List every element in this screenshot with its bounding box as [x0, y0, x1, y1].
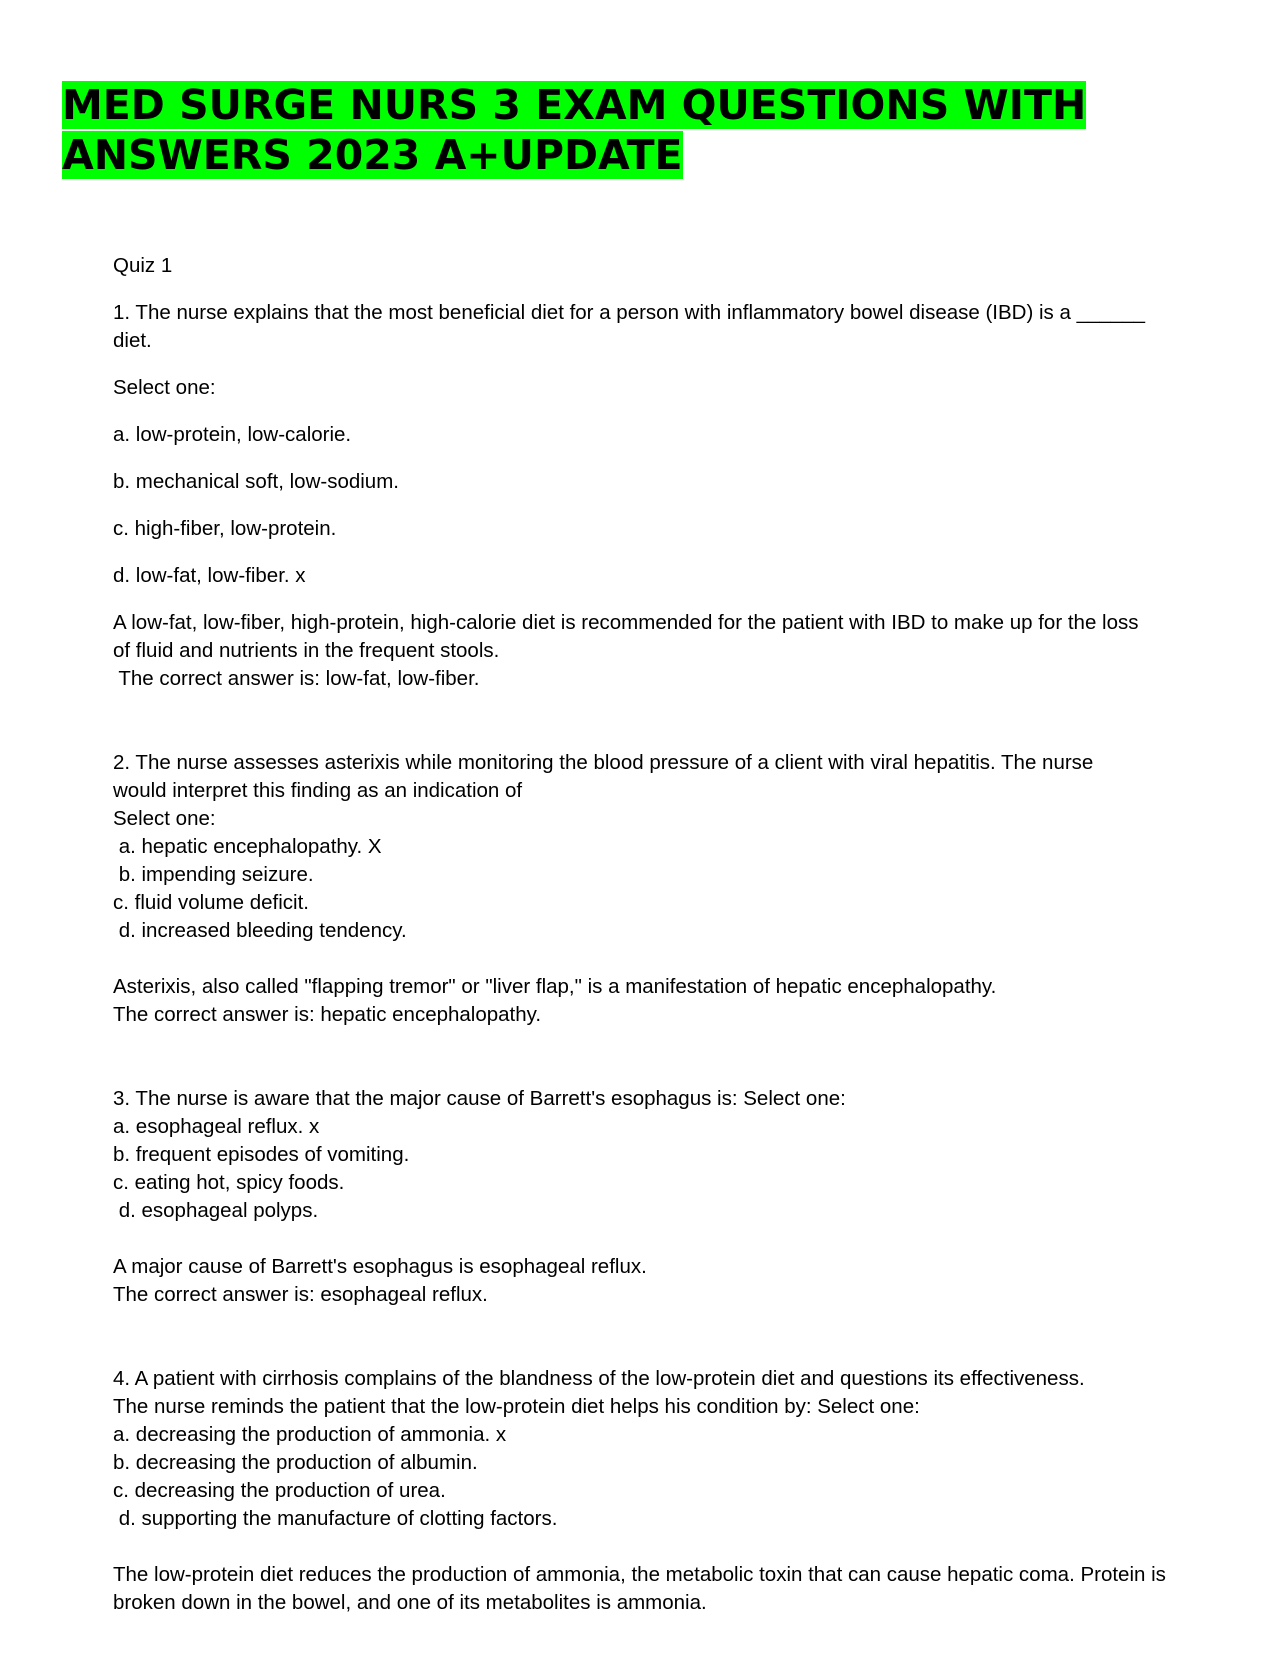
document-body	[113, 252, 1213, 1617]
answer-option: c. eating hot, spicy foods.	[113, 1171, 345, 1194]
question-1	[113, 299, 1213, 693]
question-stem: would interpret this finding as an indication of	[113, 779, 523, 802]
answer-option: d. esophageal polyps.	[113, 1199, 319, 1222]
correct-answer: The correct answer is: esophageal reflux.	[113, 1283, 488, 1306]
rationale: The low-protein diet reduces the production of ammonia, the metabolic toxin that can cause hepatic coma. Protein is	[113, 1563, 1166, 1586]
question-4	[113, 1365, 1213, 1617]
question-stem: 1. The nurse explains that the most beneficial diet for a person with inflammatory bowel disease (IBD) is a ______	[113, 301, 1145, 324]
answer-option: a. decreasing the production of ammonia. x	[113, 1423, 507, 1446]
answer-option: d. low-fat, low-fiber. x	[113, 564, 306, 587]
answer-option: c. fluid volume deficit.	[113, 891, 309, 914]
answer-option: a. low-protein, low-calorie.	[113, 423, 352, 446]
answer-option: b. frequent episodes of vomiting.	[113, 1143, 410, 1166]
answer-option: b. decreasing the production of albumin.	[113, 1451, 478, 1474]
rationale: of fluid and nutrients in the frequent stools.	[113, 639, 500, 662]
question-stem: 4. A patient with cirrhosis complains of the blandness of the low-protein diet and questions its effectiveness.	[113, 1367, 1085, 1390]
answer-option: a. hepatic encephalopathy. X	[113, 835, 382, 858]
rationale: Asterixis, also called "flapping tremor" or "liver flap," is a manifestation of hepatic encephalopathy.	[113, 975, 997, 998]
select-one-label: Select one:	[113, 807, 216, 830]
answer-option: c. high-fiber, low-protein.	[113, 517, 337, 540]
answer-option: a. esophageal reflux. x	[113, 1115, 320, 1138]
answer-option: c. decreasing the production of urea.	[113, 1479, 446, 1502]
title-line-1: MED SURGE NURS 3 EXAM QUESTIONS WITH	[62, 81, 1087, 129]
question-3	[113, 1085, 1213, 1309]
rationale: A low-fat, low-fiber, high-protein, high-calorie diet is recommended for the patient with IBD to make up for the loss	[113, 611, 1139, 634]
rationale: A major cause of Barrett's esophagus is esophageal reflux.	[113, 1255, 647, 1278]
question-stem: diet.	[113, 329, 152, 352]
question-stem: 2. The nurse assesses asterixis while monitoring the blood pressure of a client with viral hepatitis. The nurse	[113, 751, 1094, 774]
correct-answer: The correct answer is: hepatic encephalopathy.	[113, 1003, 542, 1026]
rationale: broken down in the bowel, and one of its metabolites is ammonia.	[113, 1591, 707, 1614]
document-title	[62, 80, 1086, 180]
select-one-label: Select one:	[113, 376, 216, 399]
question-2	[113, 749, 1213, 1029]
correct-answer: The correct answer is: low-fat, low-fiber.	[113, 667, 480, 690]
title-line-2: ANSWERS 2023 A+UPDATE	[62, 131, 683, 179]
answer-option: b. impending seizure.	[113, 863, 314, 886]
question-stem: The nurse reminds the patient that the low-protein diet helps his condition by: Select one:	[113, 1395, 920, 1418]
question-stem: 3. The nurse is aware that the major cause of Barrett's esophagus is: Select one:	[113, 1087, 846, 1110]
answer-option: b. mechanical soft, low-sodium.	[113, 470, 399, 493]
answer-option: d. supporting the manufacture of clotting factors.	[113, 1507, 558, 1530]
quiz-label: Quiz 1	[113, 254, 173, 277]
answer-option: d. increased bleeding tendency.	[113, 919, 407, 942]
